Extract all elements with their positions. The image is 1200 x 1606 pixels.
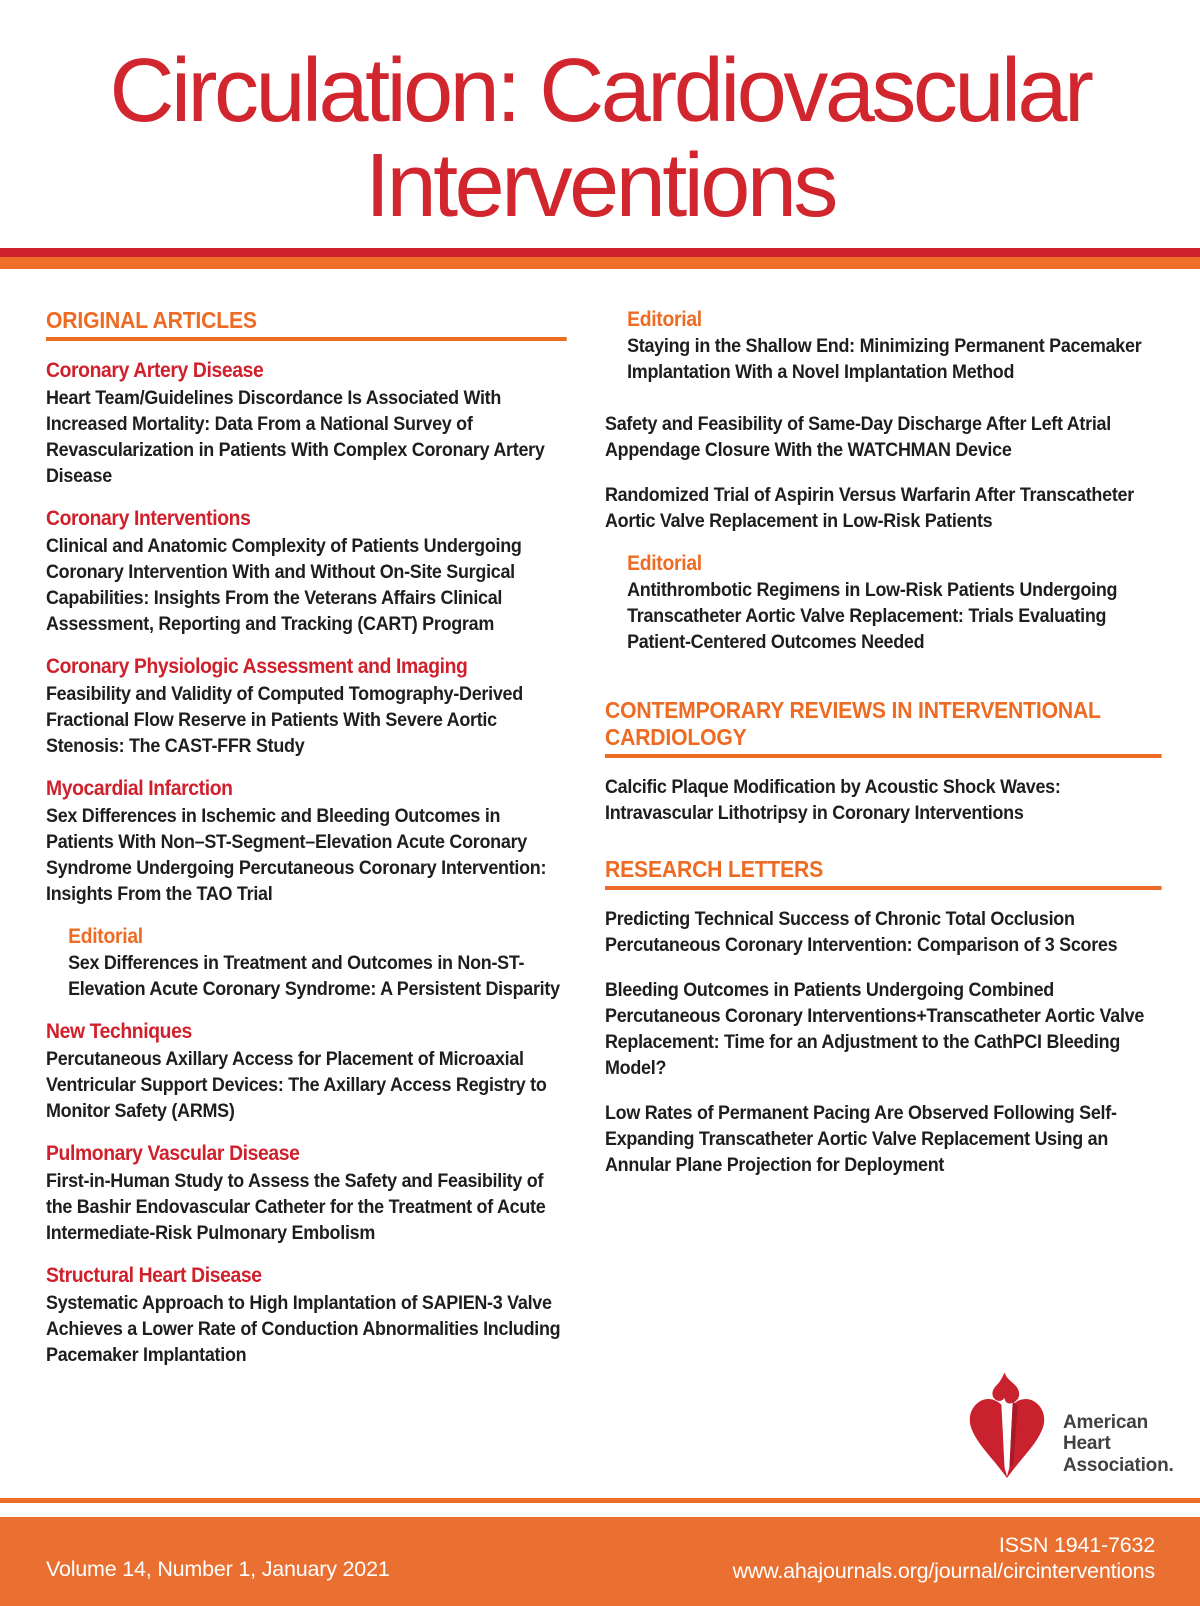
toc-entry [46, 358, 567, 489]
article-title: Safety and Feasibility of Same-Day Discharge After Left Atrial Appendage Closure With the WATCHMAN Device [605, 413, 1111, 461]
section-research-letters: RESEARCH LETTERS [605, 856, 1162, 890]
editorial-title: Sex Differences in Treatment and Outcomes in Non-ST-Elevation Acute Coronary Syndrome: A Persistent Disparity [68, 952, 560, 1000]
article-title: Feasibility and Validity of Computed Tomography-Derived Fractional Flow Reserve in Patients With Severe Aortic Stenosis: The CAST-FFR Study [46, 683, 523, 757]
journal-title-line2: Interventions [365, 136, 835, 236]
footer-url: www.ahajournals.org/journal/circinterventions [732, 1559, 1155, 1583]
category-label: Pulmonary Vascular Disease [46, 1142, 300, 1165]
article-title: First-in-Human Study to Assess the Safety and Feasibility of the Bashir Endovascular Catheter for the Treatment of Acute Intermediate-Risk Pulmonary Embolism [46, 1170, 546, 1244]
editorial-label: Editorial [627, 308, 702, 331]
article-title: Percutaneous Axillary Access for Placement of Microaxial Ventricular Support Devices: The Axillary Access Registry to Monitor Safety (ARMS) [46, 1048, 547, 1122]
aha-logo-line1: American [1063, 1411, 1148, 1433]
article-title: Predicting Technical Success of Chronic Total Occlusion Percutaneous Coronary Intervention: Comparison of 3 Scores [605, 908, 1118, 956]
editorial-label: Editorial [627, 552, 702, 575]
article-title: Heart Team/Guidelines Discordance Is Associated With Increased Mortality: Data From a National Survey of Revascularization in Patients With Complex Coronary Artery Disease [46, 387, 545, 487]
toc-left-column [46, 307, 566, 1368]
footer-issn: ISSN 1941-7632 [998, 1533, 1155, 1557]
aha-logo-line3: Association. [1063, 1454, 1174, 1476]
aha-logo-text [1063, 1412, 1174, 1477]
article-title: Low Rates of Permanent Pacing Are Observed Following Self-Expanding Transcatheter Aortic Valve Replacement Using an Annular Plane Projection for Deployment [605, 1102, 1117, 1176]
editorial-entry [46, 924, 567, 1002]
category-label: Coronary Interventions [46, 507, 251, 530]
category-label: Myocardial Infarction [46, 777, 233, 800]
section-contemporary-reviews: CONTEMPORARY REVIEWS IN INTERVENTIONAL CARDIOLOGY [605, 697, 1162, 758]
editorial-entry [605, 551, 1162, 655]
footer-issn-url [733, 1532, 1155, 1584]
toc-entry [46, 1141, 567, 1246]
footer-volume-issue: Volume 14, Number 1, January 2021 [46, 1557, 390, 1581]
category-label: Coronary Physiologic Assessment and Imaging [46, 655, 468, 678]
toc-right-column [605, 307, 1161, 1368]
footer-thin-rule [0, 1498, 1200, 1503]
toc-entry [46, 654, 567, 759]
article-title: Calcific Plaque Modification by Acoustic Shock Waves: Intravascular Lithotripsy in Coronary Interventions [605, 776, 1061, 824]
toc-entry [46, 506, 567, 637]
article-title: Bleeding Outcomes in Patients Undergoing Combined Percutaneous Coronary Interventions+Transcatheter Aortic Valve Replacement: Time for an Adjustment to the CathPCI Bleeding Model? [605, 979, 1145, 1079]
footer-bar [0, 1517, 1200, 1606]
category-label: Structural Heart Disease [46, 1264, 262, 1287]
editorial-title: Antithrombotic Regimens in Low-Risk Patients Undergoing Transcatheter Aortic Valve Replacement: Trials Evaluating Patient-Centered Outcomes Needed [627, 579, 1118, 653]
article-title: Systematic Approach to High Implantation of SAPIEN-3 Valve Achieves a Lower Rate of Conduction Abnormalities Including Pacemaker Implantation [46, 1292, 561, 1366]
toc-entry [46, 1019, 567, 1124]
aha-logo-line2: Heart [1063, 1433, 1111, 1454]
category-label: New Techniques [46, 1020, 192, 1043]
article-title: Clinical and Anatomic Complexity of Patients Undergoing Coronary Intervention With and Without On-Site Surgical Capabilities: Insights From the Veterans Affairs Clinical Assessment, Reporting and Tracking (CART) Program [46, 535, 522, 635]
aha-heart-torch-icon [966, 1372, 1048, 1479]
red-divider-stripe [0, 248, 1200, 257]
aha-logo [966, 1372, 1174, 1479]
toc-entry [46, 776, 567, 907]
toc-entry [46, 1263, 567, 1368]
editorial-entry [605, 307, 1162, 385]
journal-title [0, 0, 1200, 234]
article-title: Randomized Trial of Aspirin Versus Warfarin After Transcatheter Aortic Valve Replacement in Low-Risk Patients [605, 484, 1134, 532]
category-label: Coronary Artery Disease [46, 359, 264, 382]
journal-title-line1: Circulation: Cardiovascular [109, 41, 1091, 141]
orange-divider-stripe [0, 257, 1200, 269]
article-title: Sex Differences in Ischemic and Bleeding Outcomes in Patients With Non–ST-Segment–Elevation Acute Coronary Syndrome Undergoing Percutaneous Coronary Intervention: Insights From the TAO Trial [46, 805, 547, 905]
editorial-title: Staying in the Shallow End: Minimizing Permanent Pacemaker Implantation With a Novel Implantation Method [627, 335, 1142, 383]
editorial-label: Editorial [68, 925, 143, 948]
toc-columns [0, 269, 1200, 1368]
section-original-articles: ORIGINAL ARTICLES [46, 307, 567, 341]
